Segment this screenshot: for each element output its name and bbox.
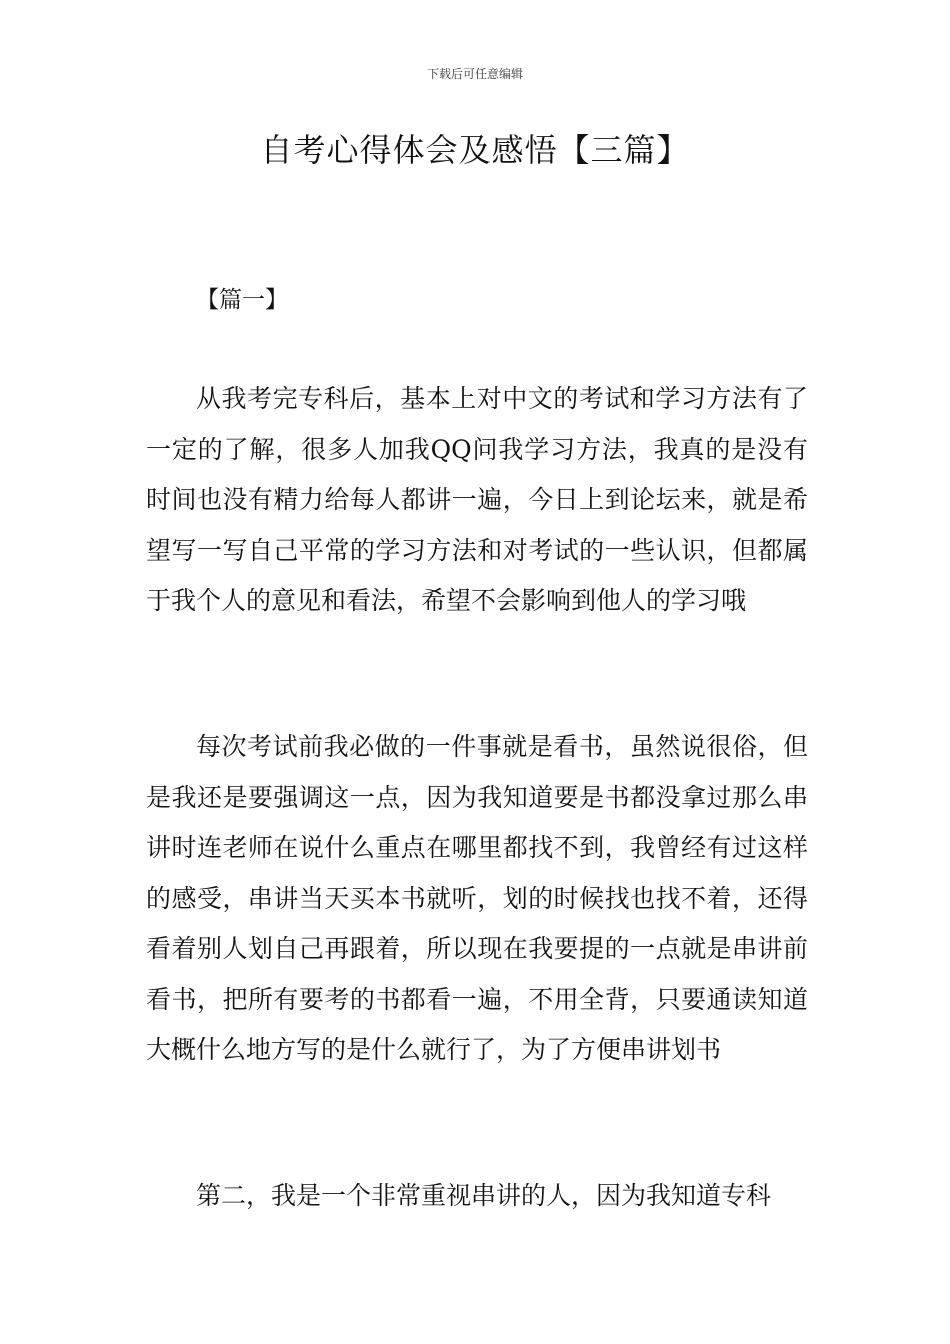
section-heading: 【篇一】 <box>196 287 288 313</box>
document-title: 自考心得体会及感悟【三篇】 <box>260 131 690 169</box>
body-paragraph-3: 第二，我是一个非常重视串讲的人，因为我知道专科 <box>196 1181 772 1210</box>
body-paragraph-2: 每次考试前我必做的一件事就是看书，虽然说很俗，但是我还是要强调这一点，因为我知道要是书都没拿过那么串讲时连老师在说什么重点在哪里都找不到，我曾经有过这样的感受，串讲当天买本书就听，划的时候找也找不着，还得看着别人划自己再跟着，所以现在我要提的一点就是串讲前看书，把所有要考的书都看一遍，不用全背，只要通读知道大概什么地方写的是什么就行了，为了方便串讲划书 <box>146 732 808 1064</box>
page-header-note: 下载后可任意编辑 <box>426 67 523 81</box>
body-paragraph-1: 从我考完专科后，基本上对中文的考试和学习方法有了一定的了解，很多人加我QQ问我学习方法，我真的是没有时间也没有精力给每人都讲一遍，今日上到论坛来，就是希望写一写自己平常的学习方法和对考试的一些认识，但都属于我个人的意见和看法，希望不会影响到他人的学习哦 <box>146 384 808 615</box>
